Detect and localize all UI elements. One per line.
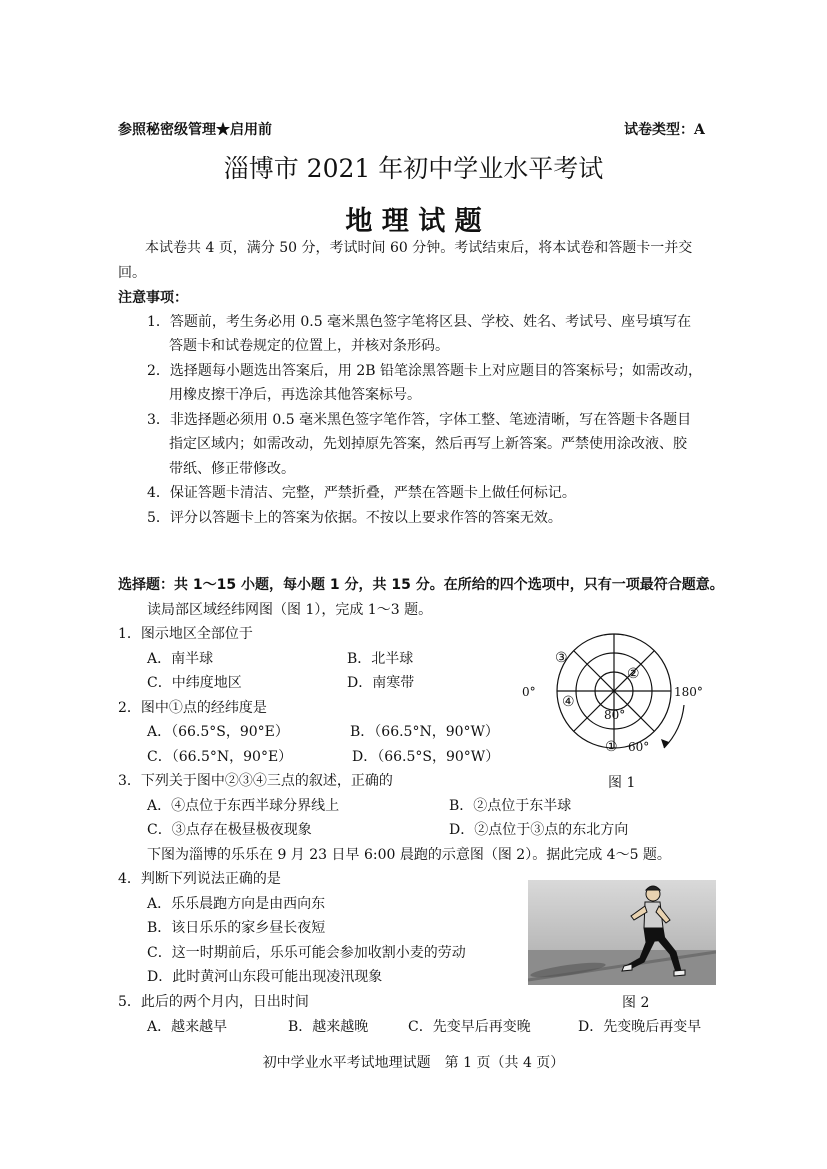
label-lat-60: 60° [628,740,650,754]
runner-shoe-front [674,970,685,976]
note-3-line-3: 带纸、修正带修改。 [169,461,295,477]
q1-option-a[interactable]: A．南半球 [147,651,214,667]
lead-q4-5: 下图为淄博的乐乐在 9 月 23 日早 6:00 晨跑的示意图（图 2）。据此完成 4～5 题。 [147,847,671,863]
q3-option-c[interactable]: C．③点存在极昼极夜现象 [147,822,312,838]
notes-heading: 注意事项： [118,290,188,306]
point-1: ① [605,739,618,755]
q1-option-b[interactable]: B．北半球 [347,651,414,667]
note-1-line-2: 答题卡和试卷规定的位置上，并核对条形码。 [169,338,449,354]
label-lon-0: 0° [522,685,536,699]
q5-option-d[interactable]: D．先变晚后再变早 [578,1019,702,1035]
q3-option-d[interactable]: D．②点位于③点的东北方向 [449,822,629,838]
q1-stem: 1．图示地区全部位于 [118,626,253,642]
q4-option-d[interactable]: D．此时黄河山东段可能出现凌汛现象 [147,969,383,985]
q4-option-c[interactable]: C．这一时期前后，乐乐可能会参加收割小麦的劳动 [147,945,466,961]
note-1-line-1: 1．答题前，考生务必用 0.5 毫米黑色签字笔将区县、学校、姓名、考试号、座号填写在 [147,314,692,330]
note-3-line-1: 3．非选择题必须用 0.5 毫米黑色签字笔作答，字体工整、笔迹清晰，写在答题卡各题目 [147,412,692,428]
page-footer: 初中学业水平考试地理试题 第 1 页（共 4 页） [262,1055,565,1071]
figure-2-caption: 图 2 [622,995,650,1011]
q5-stem: 5．此后的两个月内，日出时间 [118,994,309,1010]
subject-title: 地 理 试 题 [345,206,482,237]
note-4: 4．保证答题卡清洁、完整，严禁折叠，严禁在答题卡上做任何标记。 [147,485,576,501]
label-lon-180: 180° [674,685,703,699]
q3-option-b[interactable]: B．②点位于东半球 [449,798,572,814]
note-3-line-2: 指定区域内；如需改动，先划掉原先答案，然后再写上新答案。严禁使用涂改液、胶 [169,436,687,452]
q2-option-a[interactable]: A．（66.5°S，90°E） [147,724,289,740]
intro-line-2: 回。 [118,265,146,281]
intro-line-1: 本试卷共 4 页，满分 50 分，考试时间 60 分钟。考试结束后，将本试卷和答题卡一并交 [145,240,693,256]
q5-option-a[interactable]: A．越来越早 [147,1019,228,1035]
q4-stem: 4．判断下列说法正确的是 [118,871,281,887]
q4-option-b[interactable]: B．该日乐乐的家乡昼长夜短 [147,920,326,936]
q2-option-b[interactable]: B．（66.5°N，90°W） [350,724,499,740]
label-lat-80: 80° [604,708,626,722]
q2-stem: 2．图中①点的经纬度是 [118,700,267,716]
confidential-label: 参照秘密级管理★启用前 [118,122,272,138]
figure-2-runner [528,880,716,985]
point-4: ④ [562,694,575,710]
paper-type-label: 试卷类型：A [624,122,705,138]
q2-option-c[interactable]: C．（66.5°N，90°E） [147,749,293,765]
q1-option-d[interactable]: D．南寒带 [347,675,415,691]
q1-option-c[interactable]: C．中纬度地区 [147,675,242,691]
q3-stem: 3．下列关于图中②③④三点的叙述，正确的 [118,773,393,789]
q5-option-c[interactable]: C．先变早后再变晚 [408,1019,531,1035]
point-3: ③ [555,650,568,666]
q2-option-d[interactable]: D．（66.5°S，90°W） [352,749,500,765]
note-2-line-1: 2．选择题每小题选出答案后，用 2B 铅笔涂黑答题卡上对应题目的答案标号；如需改动， [147,363,703,379]
figure-1-graticule [518,630,718,770]
exam-title: 淄博市 2021 年初中学业水平考试 [223,154,604,183]
section-heading: 选择题：共 1～15 小题，每小题 1 分，共 15 分。在所给的四个选项中，只有一项最符合题意。 [118,577,724,593]
q3-option-a[interactable]: A．④点位于东西半球分界线上 [147,798,340,814]
q4-option-a[interactable]: A．乐乐晨跑方向是由西向东 [147,896,326,912]
figure-1-caption: 图 1 [608,775,636,791]
note-5: 5．评分以答题卡上的答案为依据。不按以上要求作答的答案无效。 [147,510,562,526]
lead-q1-3: 读局部区域经纬网图（图 1），完成 1～3 题。 [147,602,433,618]
point-2: ② [627,666,640,682]
note-2-line-2: 用橡皮擦干净后，再选涂其他答案标号。 [169,387,421,403]
q5-option-b[interactable]: B．越来越晚 [288,1019,369,1035]
